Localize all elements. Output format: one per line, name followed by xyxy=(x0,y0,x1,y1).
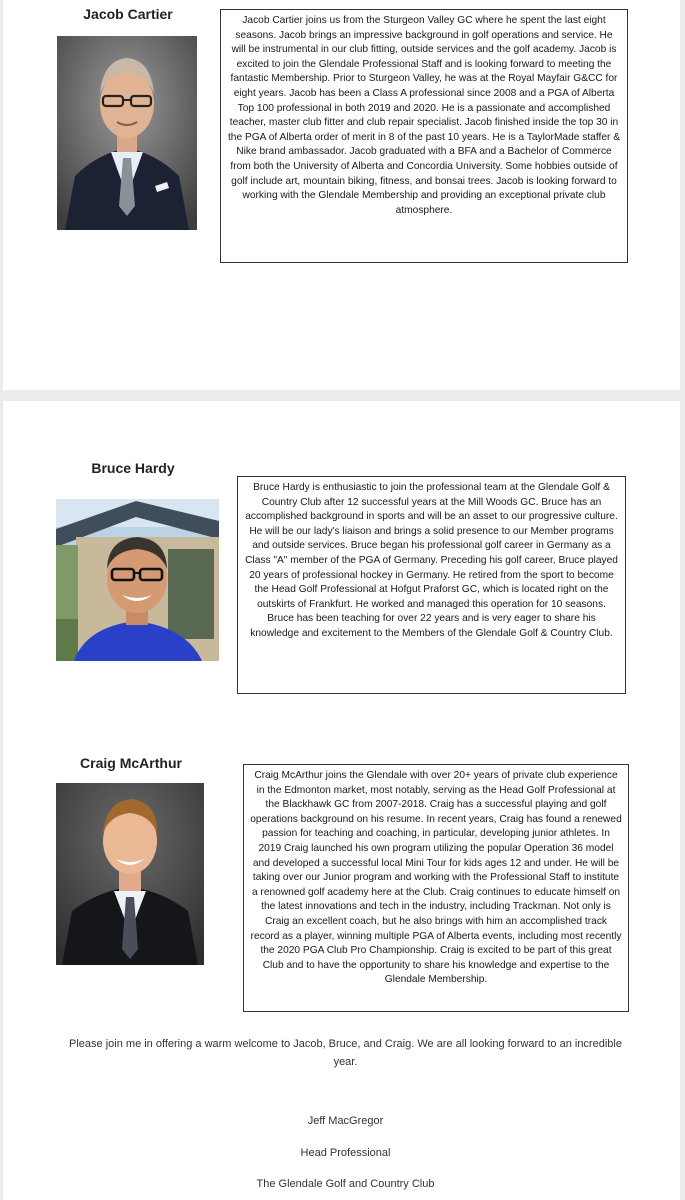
signature-name: Jeff MacGregor xyxy=(307,1115,384,1127)
closing-message: Please join me in offering a warm welcome to Jacob, Bruce, and Craig. We are all looking forward to an incredible year. xyxy=(69,1038,622,1068)
profile-name-craig: Craig McArthur xyxy=(80,755,182,771)
profile-bio-bruce: Bruce Hardy is enthusiastic to join the professional team at the Glendale Golf & Country Club after 12 successful years at the Mill Woods GC. Bruce has an accomplished background in sports and will be an asset to our progressive culture. He will be our lady's liaison and brings a solid presence to our Member programs and outside services. Bruce began his professional golf career in Germany as a Class "A" member of the PGA of Germany. Preceding his golf career, Bruce played 20 years of professional hockey in Germany. He retired from the sport to become the Head Golf Professional at Hofgut Praforst GC, which is located right on the outskirts of Frankfurt. He worked and managed this operation for 10 seasons. Bruce has been teaching for over 22 years and is very eager to share his knowledge and excitement to the Members of the Glendale Golf & Country Club. xyxy=(237,476,626,694)
photo-craig-mcarthur xyxy=(56,783,204,965)
profile-bio-jacob: Jacob Cartier joins us from the Sturgeon Valley GC where he spent the last eight seasons. Jacob brings an impressive background in golf operations and service. He will be instrumental in our club fitting, outside services and the golf academy. Jacob is excited to join the Glendale Professional Staff and is looking forward to meeting the fantastic Membership. Prior to Sturgeon Valley, he was at the Royal Mayfair G&CC for eight years. Jacob has been a Class A professional since 2008 and a PGA of Alberta Top 100 professional in both 2019 and 2020. He is a passionate and accomplished teacher, master club fitter and club repair specialist. Jacob finished inside the top 30 in the PGA of Alberta order of merit in 8 of the past 10 years. He is a TaylorMade staffer & Nike brand ambassador. Jacob graduated with a BFA and a Bachelor of Commerce from both the University of Alberta and Concordia University. Some hobbies outside of golf include art, mountain biking, fitness, and bonsai trees. Jacob is looking forward to working with the Glendale Membership and providing an exceptional private club atmosphere. xyxy=(220,9,628,263)
signature-club: The Glendale Golf and Country Club xyxy=(256,1178,435,1190)
signature-title: Head Professional xyxy=(300,1147,391,1159)
letter-page-1 xyxy=(3,0,680,390)
photo-bruce-hardy xyxy=(56,499,219,661)
profile-name-jacob: Jacob Cartier xyxy=(83,6,173,22)
photo-jacob-cartier xyxy=(57,36,197,230)
profile-name-bruce: Bruce Hardy xyxy=(91,460,175,476)
letter-page-2 xyxy=(3,401,680,1200)
profile-bio-craig: Craig McArthur joins the Glendale with over 20+ years of private club experience in the Edmonton market, most notably, serving as the Head Golf Professional at the Blackhawk GC from 2007-2018. Craig has a successful playing and golf operations background on his resume. In recent years, Craig has found a renewed passion for teaching and coaching, in particular, developing junior athletes. In 2019 Craig launched his own program utilizing the popular Operation 36 model and developed a successful local Mini Tour for kids ages 12 and under. He will be taking over our Junior program and working with the Professional Staff to institute a renowned golf academy here at the Club. Craig continues to educate himself on the latest innovations and tech in the industry, including Trackman. Not only is Craig an excellent coach, but he also brings with him an accomplished track record as a player, winning multiple PGA of Alberta events, including most recently the 2020 PGA Club Pro Championship. Craig is excited to be part of this great Club and to have the opportunity to share his knowledge and expertise to the Glendale Membership. xyxy=(243,764,629,1012)
